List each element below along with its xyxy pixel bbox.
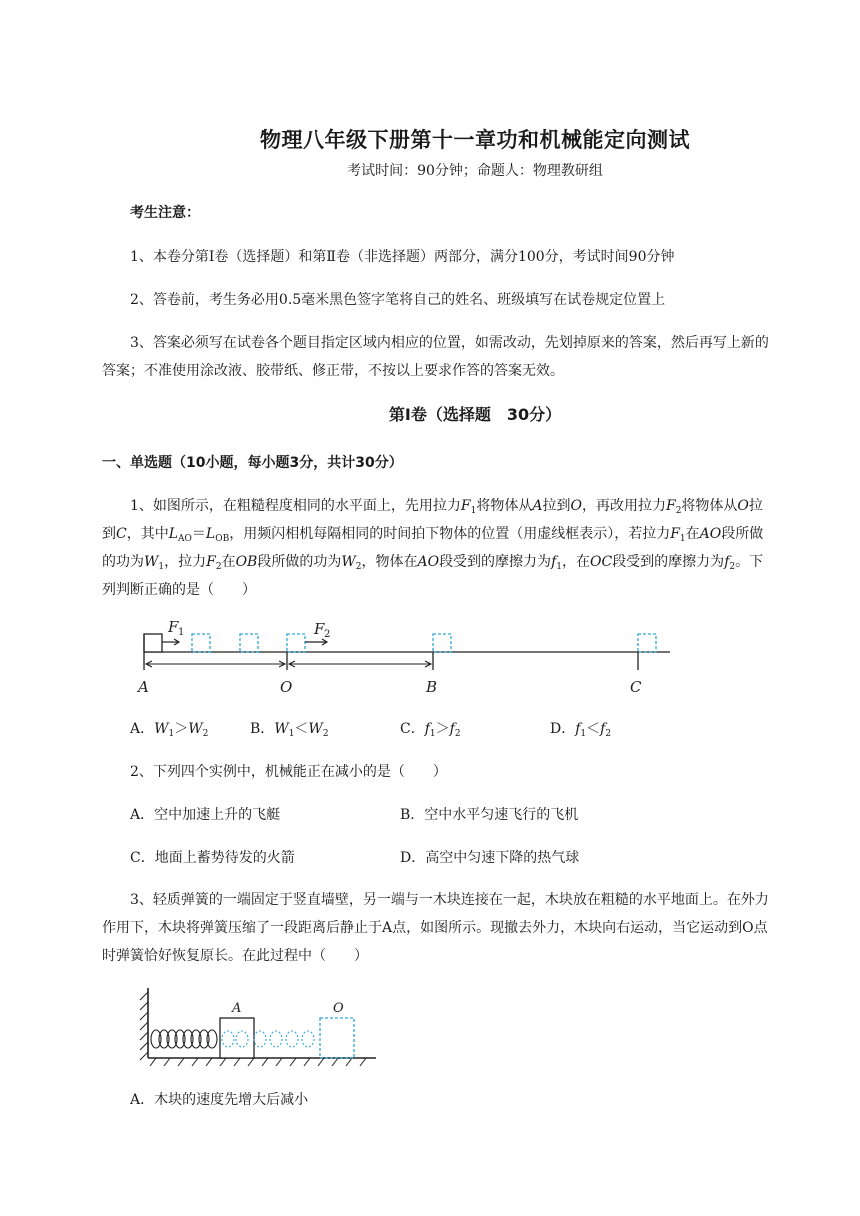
figure-point-o: O [333,1001,344,1016]
question-2-stem: 2、下列四个实例中，机械能正在减小的是（ ） [130,764,447,780]
section-title: 第Ⅰ卷（选择题 30分） [388,405,562,424]
page-subtitle: 考试时间：90分钟；命题人：物理教研组 [347,163,603,179]
question-3-stem: 3、轻质弹簧的一端固定于竖直墙壁，另一端与一木块连接在一起，木块放在粗糙的水平地面上。在外力作用下，木块将弹簧压缩了一段距离后静止于A点，如图所示。现撤去外力，木块向右运动，当它运动到O点时弹簧恰好恢复原长。在此过程中（ ） [102,892,769,964]
question-1-option-d[interactable]: D．$f_1<f_2$ [550,721,612,739]
question-1-option-b[interactable]: B．$W_1<W_2$ [250,721,329,739]
question-2-option-d[interactable]: D．高空中匀速下降的热气球 [400,850,580,866]
question-2-option-b[interactable]: B．空中水平匀速飞行的飞机 [400,807,579,823]
figure-point-o: O [280,678,293,696]
notice-item-1: 1、本卷分第Ⅰ卷（选择题）和第Ⅱ卷（非选择题）两部分，满分100分，考试时间90分钟 [130,249,675,265]
question-1-option-c[interactable]: C．$f_1>f_2$ [400,721,461,739]
figure-f2-label: F [314,620,325,638]
question-3-option-a[interactable]: A．木块的速度先增大后减小 [130,1092,309,1108]
question-2-option-a[interactable]: A．空中加速上升的飞艇 [130,807,281,823]
notice-item-2: 2、答卷前，考生务必用0.5毫米黑色签字笔将自己的姓名、班级填写在试卷规定位置上 [130,292,666,308]
figure-point-a: A [232,1001,242,1016]
notice-heading: 考生注意： [130,205,200,221]
question-3-figure [130,980,390,1070]
question-1-stem: 1、如图所示，在粗糙程度相同的水平面上，先用拉力$F_1$将物体从A拉到O，再改用拉力$F_2$将物体从O拉到C，其中$L_{AO}=L_{OB}$，用频闪相机每隔相同的时间拍下物体的位置（用虚线框表示），若拉力$F_1$在AO段所做的功为$W_1$，拉力$F_2$在OB段所做的功为$W_2$，物体在AO段受到的摩擦力为$f_1$，在OC段受到的摩擦力为$f_2$。下列判断正确的是（ ） [102,498,764,598]
notice-item-3: 3、答案必须写在试卷各个题目指定区域内相应的位置，如需改动，先划掉原来的答案，然后再写上新的答案；不准使用涂改液、胶带纸、修正带，不按以上要求作答的答案无效。 [102,335,769,379]
figure-point-a: A [138,678,149,696]
figure-point-b: B [426,678,438,696]
question-2-option-c[interactable]: C．地面上蓄势待发的火箭 [130,850,295,866]
question-1-figure [130,612,690,702]
page-title: 物理八年级下册第十一章功和机械能定向测试 [260,128,690,152]
svg-text:1: 1 [178,627,185,638]
figure-point-c: C [630,678,642,696]
part-heading: 一、单选题（10小题，每小题3分，共计30分） [102,455,403,471]
question-1-option-a[interactable]: A．$W_1>W_2$ [130,721,209,739]
figure-f1-label: F [168,618,179,636]
svg-text:2: 2 [324,629,331,640]
